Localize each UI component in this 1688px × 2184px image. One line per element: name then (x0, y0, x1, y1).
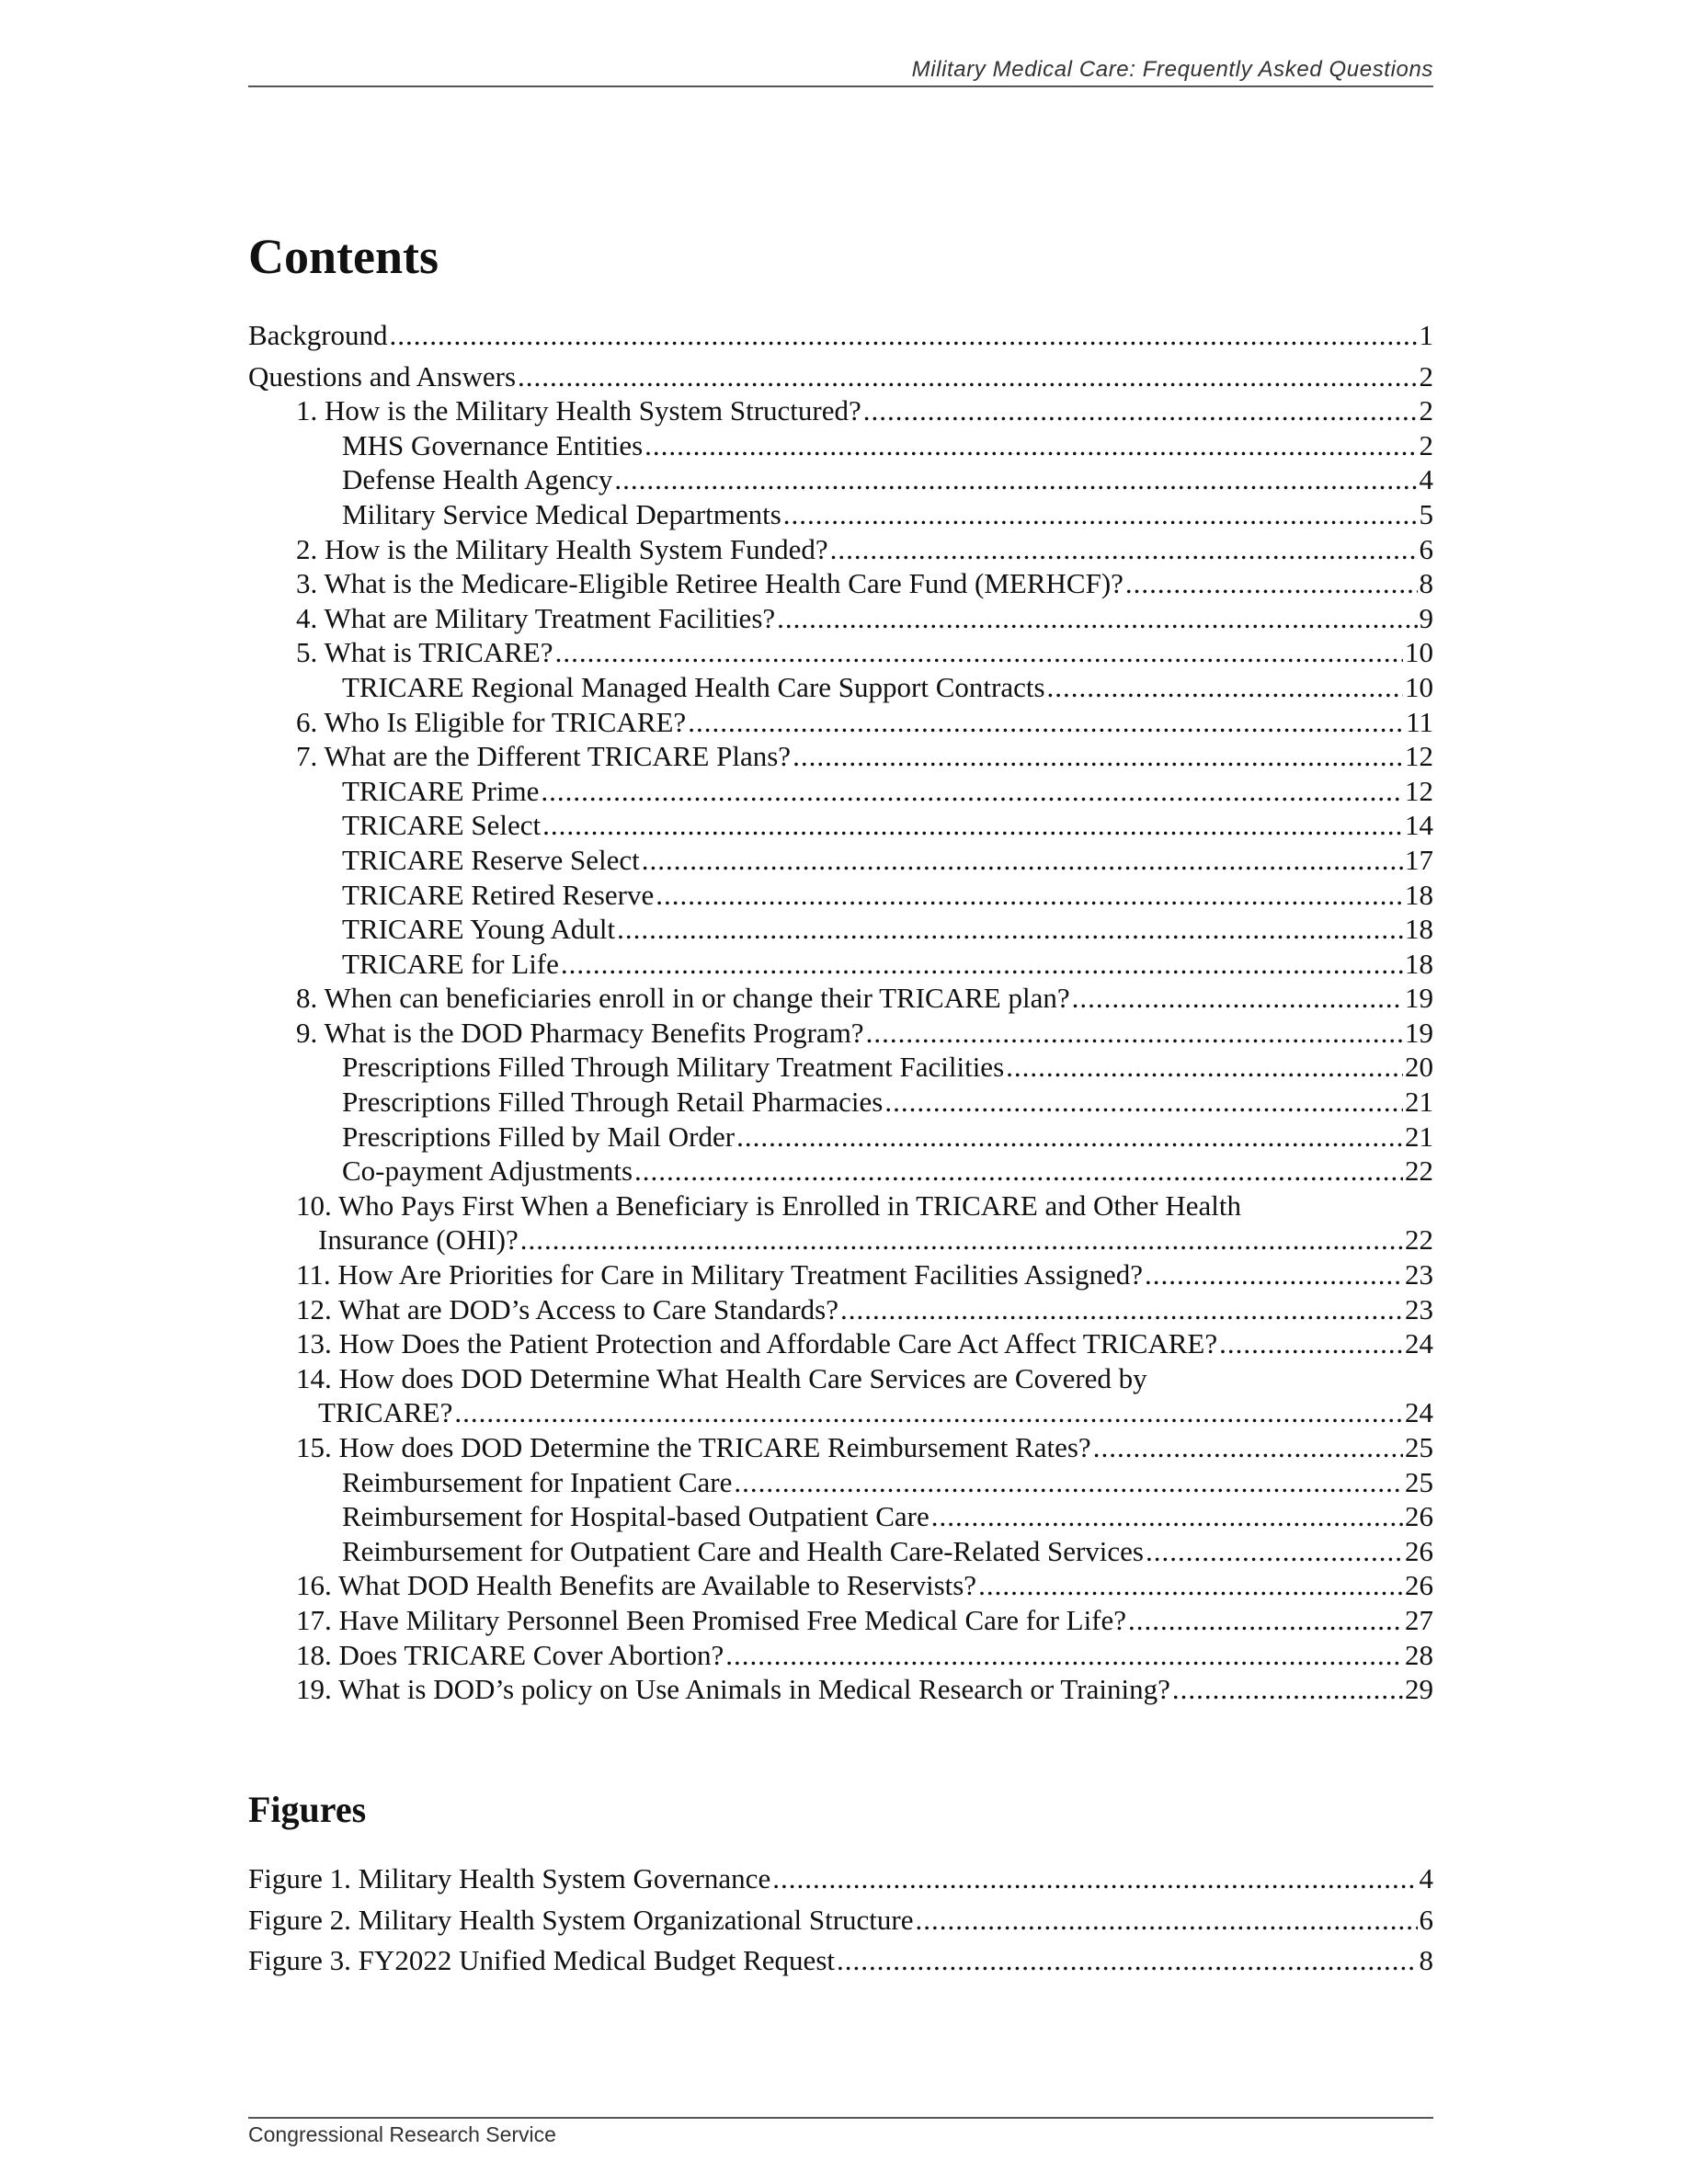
toc-entry[interactable]: 7. What are the Different TRICARE Plans? ..... 12 (248, 739, 1433, 774)
footer-divider (248, 2117, 1433, 2119)
toc-entry[interactable]: Background ..... 1 (248, 318, 1433, 353)
toc-entry[interactable]: 5. What is TRICARE? ..... 10 (248, 635, 1433, 670)
toc-entry[interactable]: Co-payment Adjustments ..... 22 (248, 1154, 1433, 1189)
page-number: 9 (1419, 601, 1433, 634)
toc-entry[interactable]: 12. What are DOD’s Access to Care Standards? ..... 23 (248, 1292, 1433, 1327)
page-number: 26 (1405, 1500, 1433, 1533)
toc-entry[interactable]: Reimbursement for Hospital-based Outpatient Care ..... 26 (248, 1499, 1433, 1534)
page-number: 8 (1419, 1944, 1433, 1977)
page-number: 12 (1405, 774, 1433, 807)
page-number: 27 (1405, 1603, 1433, 1636)
figures-heading: Figures (248, 1789, 367, 1830)
toc-entry[interactable]: 6. Who Is Eligible for TRICARE? ..... 11 (248, 705, 1433, 740)
page-number: 25 (1405, 1431, 1433, 1463)
figure-entry[interactable]: Figure 2. Military Health System Organizational Structure ..... 6 (248, 1903, 1433, 1938)
page-number: 28 (1405, 1638, 1433, 1671)
toc-entry[interactable]: TRICARE Retired Reserve ..... 18 (248, 878, 1433, 913)
page-number: 20 (1405, 1051, 1433, 1084)
toc-entry[interactable]: 13. How Does the Patient Protection and Affordable Care Act Affect TRICARE? ..... 24 (248, 1326, 1433, 1361)
page-number: 18 (1405, 913, 1433, 946)
page-number: 10 (1405, 670, 1433, 703)
figure-entry[interactable]: Figure 3. FY2022 Unified Medical Budget Request ..... 8 (248, 1943, 1433, 1978)
toc-entry[interactable]: Military Service Medical Departments ..... 5 (248, 497, 1433, 532)
page-number: 19 (1405, 1016, 1433, 1049)
page-number: 5 (1419, 497, 1433, 530)
toc-entry[interactable]: 19. What is DOD’s policy on Use Animals in Medical Research or Training? ..... 29 (248, 1672, 1433, 1707)
page-number: 4 (1419, 463, 1433, 496)
toc-entry[interactable]: MHS Governance Entities ..... 2 (248, 428, 1433, 463)
toc-entry[interactable]: TRICARE Select ..... 14 (248, 808, 1433, 843)
running-footer: Congressional Research Service (248, 2122, 556, 2146)
page-number: 4 (1419, 1862, 1433, 1894)
page-number: 2 (1419, 428, 1433, 461)
toc-entry[interactable]: TRICARE Young Adult ..... 18 (248, 912, 1433, 947)
page-number: 26 (1405, 1534, 1433, 1567)
header-divider (248, 85, 1433, 87)
toc-entry[interactable]: Prescriptions Filled by Mail Order ..... 21 (248, 1120, 1433, 1155)
toc-entry[interactable]: 17. Have Military Personnel Been Promised Free Medical Care for Life? ..... 27 (248, 1603, 1433, 1638)
page-number: 23 (1405, 1292, 1433, 1325)
figure-entry[interactable]: Figure 1. Military Health System Governance ..... 4 (248, 1861, 1433, 1896)
page-number: 26 (1405, 1569, 1433, 1602)
page-number: 18 (1405, 947, 1433, 980)
toc-entry[interactable]: Reimbursement for Outpatient Care and Health Care-Related Services ..... 26 (248, 1534, 1433, 1569)
page-number: 19 (1405, 982, 1433, 1015)
page-number: 21 (1405, 1086, 1433, 1119)
page-number: 11 (1406, 705, 1433, 738)
toc-entry[interactable]: 9. What is the DOD Pharmacy Benefits Program? ..... 19 (248, 1016, 1433, 1051)
toc-entry[interactable]: 8. When can beneficiaries enroll in or change their TRICARE plan? ..... 19 (248, 981, 1433, 1016)
toc-entry[interactable]: 10. Who Pays First When a Beneficiary is Enrolled in TRICARE and Other Health Insurance (OHI)? ..... 22 (248, 1189, 1433, 1257)
page-number: 24 (1405, 1327, 1433, 1360)
page-number: 12 (1405, 740, 1433, 773)
running-header: Military Medical Care: Frequently Asked Questions (911, 57, 1433, 82)
toc-entry[interactable]: Defense Health Agency ..... 4 (248, 462, 1433, 497)
page-number: 21 (1405, 1120, 1433, 1153)
toc-entry[interactable]: TRICARE for Life ..... 18 (248, 947, 1433, 982)
toc-entry[interactable]: 2. How is the Military Health System Funded? ..... 6 (248, 532, 1433, 567)
toc-entry[interactable]: Questions and Answers ..... 2 (248, 359, 1433, 394)
toc-entry[interactable]: Reimbursement for Inpatient Care ..... 25 (248, 1465, 1433, 1500)
toc-entry[interactable]: 11. How Are Priorities for Care in Military Treatment Facilities Assigned? ..... 23 (248, 1257, 1433, 1292)
page-number: 29 (1405, 1673, 1433, 1706)
page-number: 17 (1405, 843, 1433, 876)
page-number: 25 (1405, 1465, 1433, 1498)
list-of-figures (248, 1861, 1433, 1978)
toc-entry[interactable]: 15. How does DOD Determine the TRICARE Reimbursement Rates? ..... 25 (248, 1430, 1433, 1465)
page-number: 2 (1419, 394, 1433, 427)
page-number: 6 (1419, 1903, 1433, 1936)
toc-entry[interactable]: TRICARE Regional Managed Health Care Support Contracts ..... 10 (248, 670, 1433, 705)
toc-entry[interactable]: 16. What DOD Health Benefits are Available to Reservists? ..... 26 (248, 1568, 1433, 1603)
toc-entry[interactable]: 14. How does DOD Determine What Health Care Services are Covered by TRICARE? ..... 24 (248, 1361, 1433, 1430)
page-number: 10 (1405, 636, 1433, 669)
toc-entry[interactable]: Prescriptions Filled Through Retail Pharmacies ..... 21 (248, 1085, 1433, 1120)
page-number: 22 (1405, 1155, 1433, 1188)
page-number: 22 (1405, 1223, 1433, 1257)
contents-heading: Contents (248, 229, 439, 284)
toc-entry[interactable]: 4. What are Military Treatment Facilities? ..... 9 (248, 601, 1433, 636)
table-of-contents (248, 318, 1433, 1707)
page-number: 18 (1405, 878, 1433, 911)
toc-entry[interactable]: 3. What is the Medicare-Eligible Retiree Health Care Fund (MERHCF)? ..... 8 (248, 566, 1433, 601)
toc-entry[interactable]: TRICARE Prime ..... 12 (248, 774, 1433, 809)
toc-entry[interactable]: Prescriptions Filled Through Military Treatment Facilities ..... 20 (248, 1050, 1433, 1085)
toc-entry[interactable]: TRICARE Reserve Select ..... 17 (248, 843, 1433, 878)
page-number: 14 (1405, 809, 1433, 842)
page-number: 23 (1405, 1258, 1433, 1291)
toc-entry[interactable]: 1. How is the Military Health System Structured? ..... 2 (248, 393, 1433, 428)
toc-entry[interactable]: 18. Does TRICARE Cover Abortion? ..... 28 (248, 1638, 1433, 1673)
page-number: 1 (1419, 319, 1433, 351)
page-number: 6 (1419, 532, 1433, 565)
page-number: 2 (1419, 359, 1433, 392)
page-number: 24 (1405, 1396, 1433, 1429)
page-number: 8 (1419, 567, 1433, 600)
